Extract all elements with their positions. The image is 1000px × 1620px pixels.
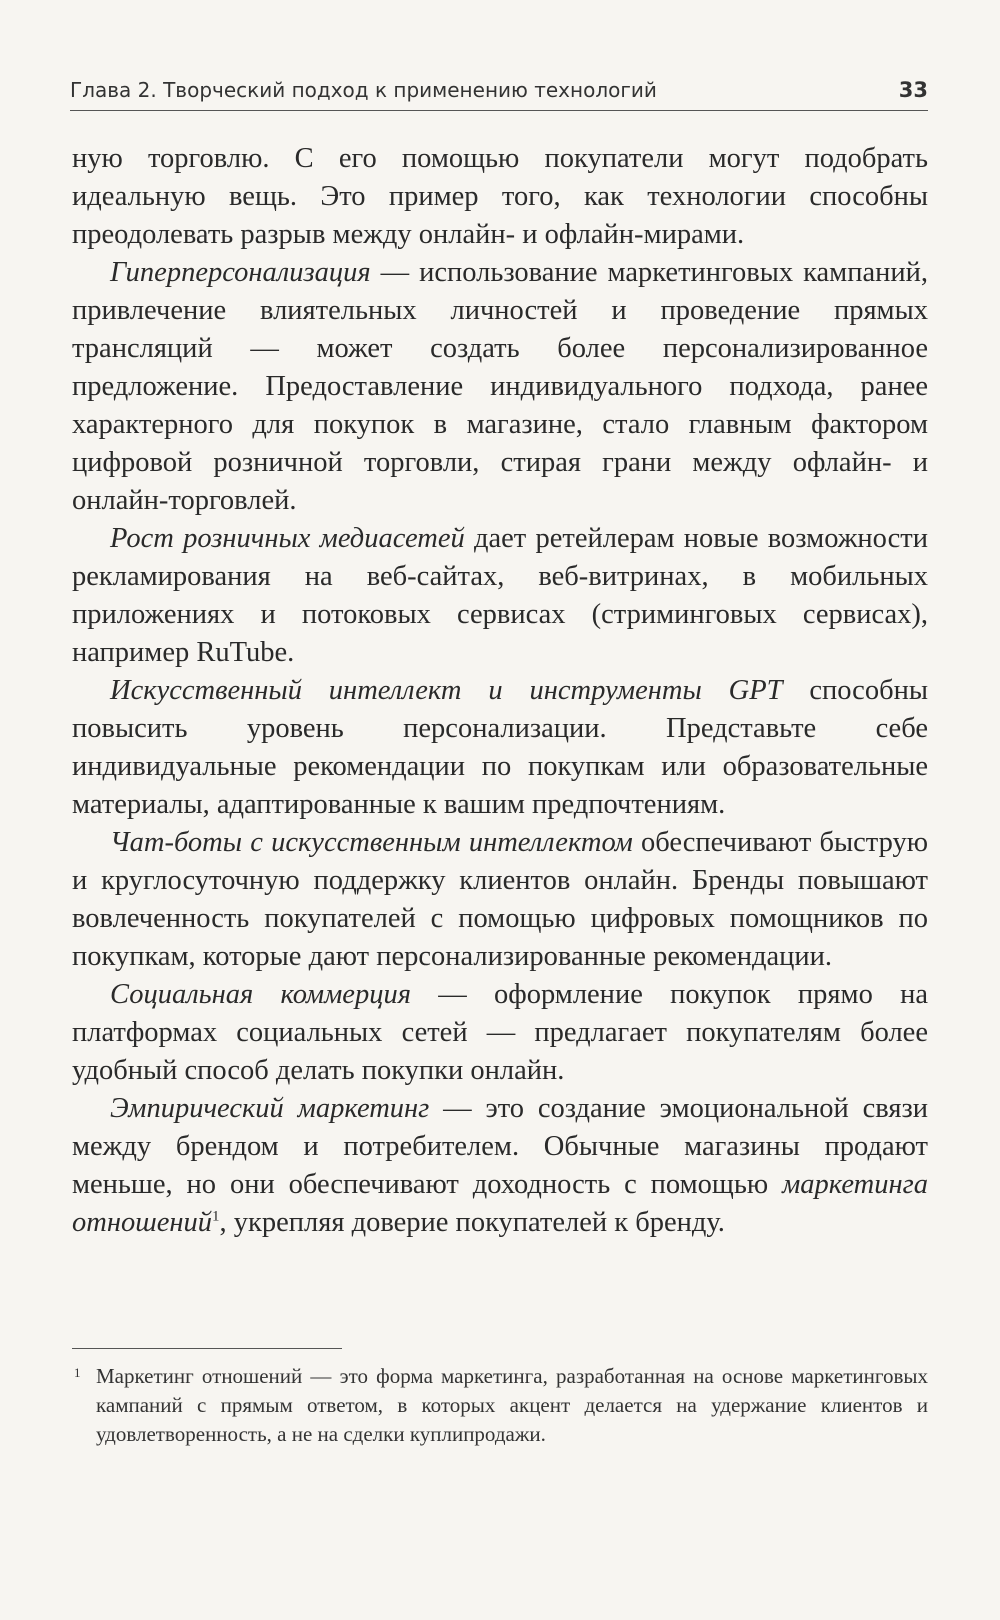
paragraph-continued xyxy=(72,140,928,254)
paragraph-term: Социальная коммерция xyxy=(110,979,411,1010)
footnote-divider xyxy=(72,1348,342,1349)
paragraph-text: — это создание эмоциональной связи между брендом и потребителем. Обычные магазины продают меньше, но они обеспечивают доходность с помощью xyxy=(72,1093,928,1200)
paragraph-retail-media xyxy=(72,520,928,672)
paragraph-text: дает ретейлерам новые возможности рекламирования на веб-сайтах, веб-витринах, в мобильных приложениях и потоковых сервисах (стриминговых сервисах), например RuTube. xyxy=(72,523,928,668)
paragraph-hyperpersonalization xyxy=(72,254,928,520)
footnote-reference: 1 xyxy=(212,1208,220,1225)
paragraph-chatbots xyxy=(72,824,928,976)
paragraph-term: Чат-боты с искусственным интеллектом xyxy=(110,827,633,858)
paragraph-text: ную торговлю. С его помощью покупатели могут подобрать идеальную вещь. Это пример того, как технологии способны преодолевать разрыв между онлайн- и офлайн-мирами. xyxy=(72,143,928,250)
chapter-title: Глава 2. Творческий подход к применению технологий xyxy=(70,78,657,102)
paragraph-ai-gpt xyxy=(72,672,928,824)
page-number: 33 xyxy=(898,78,928,102)
paragraph-experiential-marketing xyxy=(72,1090,928,1242)
body-text xyxy=(72,140,928,1242)
paragraph-term: Искусственный интеллект и инструменты GPT xyxy=(110,675,783,706)
paragraph-term: Рост розничных медиасетей xyxy=(110,523,465,554)
paragraph-social-commerce xyxy=(72,976,928,1090)
paragraph-term-secondary: маркетинга отношений xyxy=(72,1169,928,1238)
paragraph-text: — использование маркетинговых кампаний, привлечение влиятельных личностей и проведение прямых трансляций — может создать более персонализированное предложение. Предоставление индивидуального подхода, ранее характерного для покупок в магазине, стало главным фактором цифровой розничной торговли, стирая грани между офлайн- и онлайн-торговлей. xyxy=(72,257,928,516)
paragraph-text-end: , укрепляя доверие покупателей к бренду. xyxy=(219,1207,725,1238)
paragraph-text: способны повысить уровень персонализации. Представьте себе индивидуальные рекомендации по покупкам или образовательные материалы, адаптированные к вашим предпочтениям. xyxy=(72,675,928,820)
footnote-text: Маркетинг отношений — это форма маркетинга, разработанная на основе маркетинговых кампаний с прямым ответом, в которых акцент делается на удержание клиентов и удовлетворенность, а не на сделки куплипродажи. xyxy=(96,1364,928,1446)
paragraph-term: Эмпирический маркетинг xyxy=(110,1093,430,1124)
paragraph-text: — оформление покупок прямо на платформах социальных сетей — предлагает покупателям более удобный способ делать покупки онлайн. xyxy=(72,979,928,1086)
paragraph-text: обеспечивают быструю и круглосуточную поддержку клиентов онлайн. Бренды повышают вовлеченность покупателей с помощью цифровых помощников по покупкам, которые дают персонализированные рекомендации. xyxy=(72,827,929,972)
footnote-mark: 1 xyxy=(74,1365,81,1380)
paragraph-term: Гиперперсонализация xyxy=(110,257,371,288)
footnote xyxy=(72,1362,928,1449)
running-head xyxy=(70,76,928,111)
